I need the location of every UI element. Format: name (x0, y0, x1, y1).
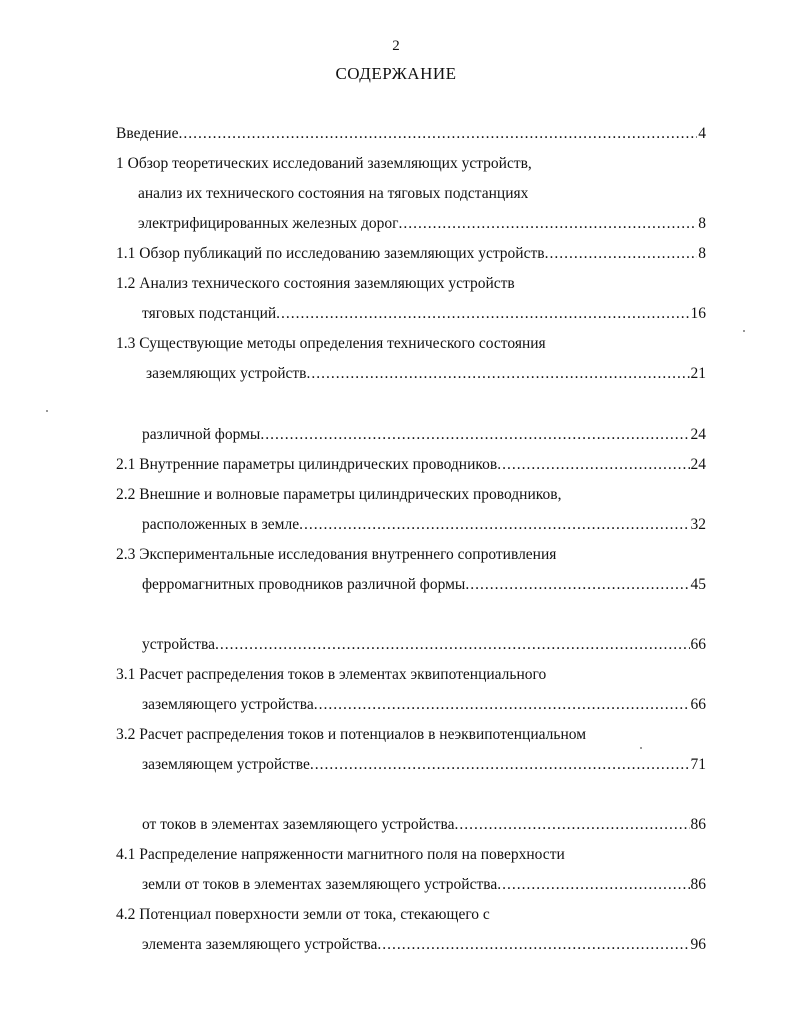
toc-entry (142, 423, 706, 447)
toc-entry-text: 1.2 Анализ технического состояния заземляющих устройств (116, 275, 515, 292)
toc-leader (314, 693, 690, 717)
page-number: 2 (392, 38, 400, 54)
toc-entry-text: 2.2 Внешние и волновые параметры цилиндрических проводников, (116, 486, 562, 503)
toc-entry (116, 783, 648, 807)
toc-page: 8 (698, 215, 706, 232)
toc-leader (377, 933, 689, 957)
toc-leader (260, 423, 689, 447)
toc-entry-text: расположенных в земле (142, 516, 300, 533)
toc-entry-text: 3.1 Расчет распределения токов в элементах эквипотенциального (116, 666, 547, 683)
toc-entry-text: 4.2 Потенциал поверхности земли от тока, стекающего с (116, 906, 490, 923)
toc-page: 71 (690, 756, 706, 773)
toc-entry-text: заземляющих устройств (146, 365, 307, 382)
toc-leader (455, 813, 690, 837)
toc-entry (116, 453, 706, 477)
toc-entry (146, 362, 706, 386)
toc-leader (465, 573, 689, 597)
toc-leader (306, 362, 689, 386)
toc-entry (116, 122, 706, 146)
toc-leader (399, 212, 698, 236)
toc-entry (116, 843, 565, 867)
toc-entry (116, 543, 556, 567)
toc-entry-text: 1.1 Обзор публикаций по исследованию заземляющих устройств (116, 245, 545, 262)
toc-page: 4 (698, 125, 706, 142)
toc-page: 86 (690, 816, 706, 833)
toc-entry-text: заземляющем устройстве (142, 756, 310, 773)
toc-entry (142, 753, 706, 777)
toc-leader (276, 302, 689, 326)
toc-page: 24 (690, 456, 706, 473)
toc-page: 66 (690, 696, 706, 713)
toc-entry-text: заземляющего устройства (142, 696, 314, 713)
toc-entry-text: 2.1 Внутренние параметры цилиндрических проводников (116, 456, 498, 473)
toc-entry (116, 903, 490, 927)
toc-entry (116, 152, 532, 176)
toc-leader (215, 633, 689, 657)
toc-entry-text: 2.3 Экспериментальные исследования внутреннего сопротивления (116, 546, 557, 563)
toc-entry (116, 393, 567, 417)
scan-speck (46, 410, 48, 412)
scan-speck (743, 330, 745, 332)
toc-leader (299, 513, 689, 537)
scan-speck (640, 747, 642, 749)
toc-entry (142, 573, 706, 597)
toc-leader (497, 453, 689, 477)
toc-leader (545, 242, 698, 266)
toc-entry (142, 633, 706, 657)
toc-entry-text: от токов в элементах заземляющего устройства (142, 816, 455, 833)
toc-entry (116, 603, 621, 627)
toc-entry-text: анализ их технического состояния на тяговых подстанциях (138, 185, 529, 202)
toc-entry-text: 3.2 Расчет распределения токов и потенциалов в неэквипотенциальном (116, 726, 587, 743)
toc-entry-text: 1.3 Существующие методы определения технического состояния (116, 335, 546, 352)
toc-entry-text: тяговых подстанций (142, 305, 277, 322)
toc-page: 24 (690, 426, 706, 443)
toc-entry-text: земли от токов в элементах заземляющего устройства (142, 876, 498, 893)
toc-page: 86 (690, 876, 706, 893)
toc-leader (310, 753, 690, 777)
toc-entry (142, 693, 706, 717)
toc-entry (142, 513, 706, 537)
toc-page: 96 (690, 936, 706, 953)
toc-entry-text: 1 Обзор теоретических исследований заземляющих устройств, (116, 155, 532, 172)
toc-page: 21 (690, 365, 706, 382)
toc-entry-text: различной формы (142, 426, 261, 443)
toc-page: 66 (690, 636, 706, 653)
toc-page: 45 (690, 576, 706, 593)
toc-entry-text: 4.1 Распределение напряженности магнитного поля на поверхности (116, 846, 565, 863)
toc-entry (116, 663, 546, 687)
toc-entry (142, 873, 706, 897)
toc-leader (178, 122, 697, 146)
toc-entry-text: ферромагнитных проводников различной формы (142, 576, 466, 593)
toc-entry (138, 212, 706, 236)
toc-entry (142, 933, 706, 957)
toc-entry (138, 182, 528, 206)
toc-page: 32 (690, 516, 706, 533)
toc-entry (116, 483, 561, 507)
toc-page: 8 (698, 245, 706, 262)
toc-entry-text: электрифицированных железных дорог (138, 215, 399, 232)
toc-leader (497, 873, 689, 897)
toc-entry (116, 242, 706, 266)
page-title: СОДЕРЖАНИЕ (335, 64, 457, 83)
toc-entry (116, 272, 515, 296)
toc-entry (142, 813, 706, 837)
toc-entry-text: элемента заземляющего устройства (142, 936, 378, 953)
toc-entry-text: Введение (116, 125, 179, 142)
toc-entry (142, 302, 706, 326)
toc-entry (116, 723, 586, 747)
toc-entry-text: устройства (142, 636, 216, 653)
toc-page: 16 (690, 305, 706, 322)
toc-entry (116, 332, 546, 356)
